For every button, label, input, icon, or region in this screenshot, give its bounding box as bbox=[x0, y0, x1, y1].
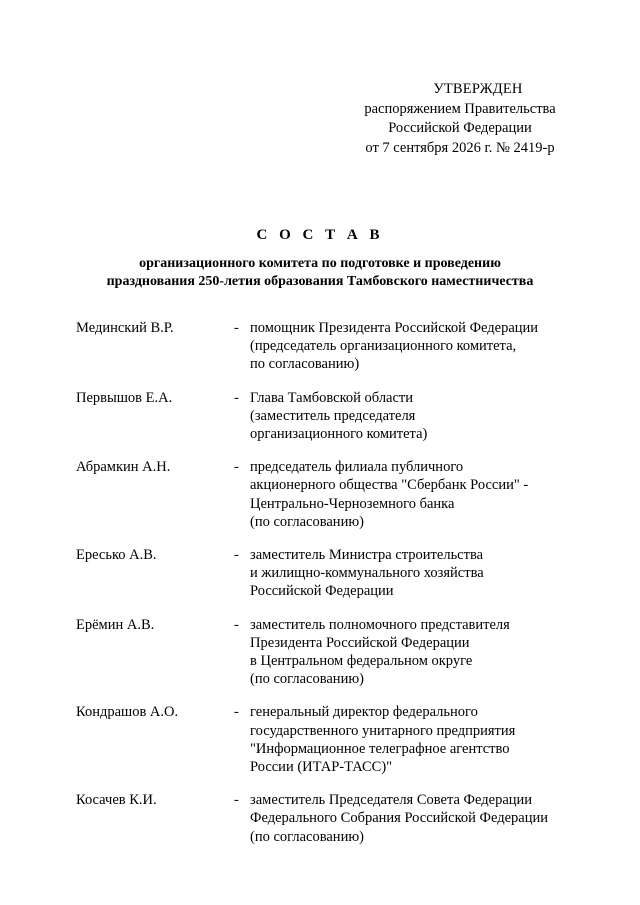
member-entry bbox=[76, 389, 596, 444]
document-subtitle: празднования 250-летия образования Тамбовского наместничества bbox=[106, 274, 534, 289]
document-heading bbox=[0, 225, 640, 291]
separator-dash: - bbox=[234, 616, 239, 633]
member-name: Кондрашов А.О. bbox=[76, 704, 179, 721]
member-name: Ерёмин А.В. bbox=[76, 616, 155, 633]
member-entry bbox=[76, 791, 596, 846]
document-subtitle: организационного комитета по подготовке и проведению bbox=[139, 256, 501, 271]
member-position: генеральный директор федерального государственного унитарного предприятия "Информационное телеграфное агентство России (ИТАР-ТАСС)" bbox=[250, 704, 516, 776]
member-position: заместитель полномочного представителя Президента Российской Федерации в Центральном федеральном округе (по согласованию) bbox=[250, 616, 510, 688]
member-entry bbox=[76, 703, 596, 776]
approval-line: распоряжением Правительства bbox=[364, 100, 556, 117]
members-list bbox=[76, 319, 596, 861]
approval-block bbox=[340, 80, 580, 158]
member-name: Ересько А.В. bbox=[76, 547, 157, 564]
separator-dash: - bbox=[234, 459, 239, 476]
separator-dash: - bbox=[234, 320, 239, 336]
member-position: Глава Тамбовской области (заместитель председателя организационного комитета) bbox=[250, 389, 428, 443]
member-position: помощник Президента Российской Федерации (председатель организационного комитета, по согласованию) bbox=[250, 320, 539, 373]
member-position: заместитель Председателя Совета Федерации Федерального Собрания Российской Федерации (по согласованию) bbox=[250, 792, 549, 845]
member-name: Абрамкин А.Н. bbox=[76, 459, 171, 476]
member-entry bbox=[76, 616, 596, 689]
separator-dash: - bbox=[234, 704, 239, 721]
document-title: С О С Т А В bbox=[256, 227, 384, 243]
member-name: Косачев К.И. bbox=[76, 792, 157, 809]
separator-dash: - bbox=[234, 389, 239, 406]
member-position: заместитель Министра строительства и жилищно-коммунального хозяйства Российской Федерации bbox=[250, 547, 484, 600]
approval-line: Российской Федерации bbox=[388, 120, 532, 136]
approval-date: от 7 сентября 2026 г. № 2419-р bbox=[365, 139, 555, 156]
separator-dash: - bbox=[234, 792, 239, 809]
member-entry bbox=[76, 546, 596, 601]
member-name: Мединский В.Р. bbox=[76, 320, 174, 336]
separator-dash: - bbox=[234, 547, 239, 564]
member-entry bbox=[76, 319, 596, 374]
approval-title: УТВЕРЖДЕН bbox=[433, 81, 523, 97]
member-name: Первышов Е.А. bbox=[76, 389, 173, 406]
member-entry bbox=[76, 458, 596, 531]
member-position: председатель филиала публичного акционерного общества "Сбербанк России" - Центрально-Черноземного банка (по согласованию) bbox=[250, 459, 529, 530]
